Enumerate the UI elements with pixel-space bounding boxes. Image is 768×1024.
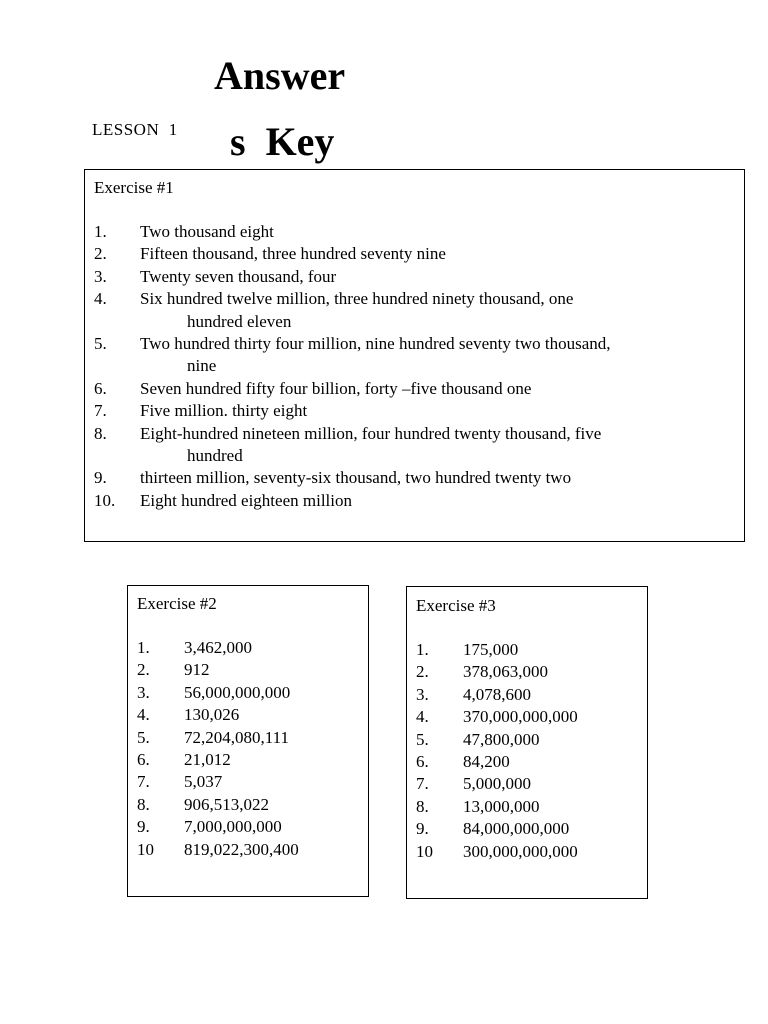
item-number: 1. (94, 222, 107, 241)
item-text (140, 333, 735, 378)
item-text-main: Eight-hundred nineteen million, four hundred twenty thousand, five (140, 423, 602, 443)
item-answer: 4,078,600 (463, 684, 531, 704)
item-text (140, 266, 735, 288)
exercise-1-item (94, 288, 735, 333)
item-number: 7. (137, 772, 150, 792)
item-answer: 5,000,000 (463, 774, 531, 794)
item-text-main: Two hundred thirty four million, nine hundred seventy two thousand, (140, 334, 611, 354)
exercise-2-item (137, 749, 359, 771)
item-text (140, 400, 735, 422)
item-number: 2. (416, 662, 429, 682)
exercise-3-item (416, 818, 638, 840)
item-answer: 912 (184, 660, 210, 680)
item-number: 4. (137, 705, 150, 725)
item-number: 9. (137, 817, 150, 837)
exercise-2-item (137, 839, 359, 861)
exercise-1-item (94, 243, 735, 265)
item-answer: 819,022,300,400 (184, 839, 299, 859)
exercise-3-box (406, 586, 648, 899)
item-answer: 84,000,000,000 (463, 819, 570, 839)
exercise-3-item (416, 661, 638, 683)
item-text (140, 221, 735, 243)
exercise-3-item (416, 796, 638, 818)
exercise-1-list (94, 221, 735, 512)
exercise-3-item (416, 751, 638, 773)
item-text-continuation: nine (187, 356, 217, 376)
item-text (140, 423, 735, 468)
exercise-3-item (416, 729, 638, 751)
item-answer: 175,000 (463, 640, 519, 659)
item-answer: 47,800,000 (463, 729, 540, 749)
page-title-line-1: Answer (214, 53, 346, 98)
page-title-line-2: s Key (230, 119, 335, 164)
item-number: 5. (94, 334, 107, 354)
item-number: 4. (416, 707, 429, 727)
item-text (140, 467, 735, 489)
item-text (140, 243, 735, 265)
item-answer: 370,000,000,000 (463, 707, 578, 727)
item-answer: 21,012 (184, 750, 231, 770)
item-answer: 5,037 (184, 772, 223, 792)
exercise-2-item (137, 682, 359, 704)
item-number: 8. (416, 796, 429, 816)
item-answer: 3,462,000 (184, 638, 252, 657)
item-number: 7. (94, 401, 107, 421)
item-text-main: Fifteen thousand, three hundred seventy nine (140, 244, 446, 264)
exercise-3-item (416, 639, 638, 661)
item-number: 3. (416, 684, 429, 704)
exercise-2-title: Exercise #2 (137, 594, 217, 613)
item-number: 4. (94, 289, 107, 309)
exercise-1-item (94, 333, 735, 378)
item-number: 3. (137, 682, 150, 702)
exercise-3-title: Exercise #3 (416, 596, 496, 615)
item-number: 10 (137, 839, 154, 859)
item-text-continuation: hundred eleven (187, 311, 292, 331)
item-number: 2. (137, 660, 150, 680)
item-answer: 84,200 (463, 752, 510, 772)
exercise-2-item (137, 794, 359, 816)
exercise-2-item (137, 771, 359, 793)
exercise-1-item (94, 400, 735, 422)
item-answer: 56,000,000,000 (184, 682, 291, 702)
item-number: 7. (416, 774, 429, 794)
exercise-1-item (94, 467, 735, 489)
item-answer: 906,513,022 (184, 794, 269, 814)
exercise-1-item (94, 378, 735, 400)
item-text-main: Five million. thirty eight (140, 401, 308, 421)
item-number: 6. (137, 750, 150, 770)
item-answer: 300,000,000,000 (463, 841, 578, 861)
exercise-1-item (94, 266, 735, 288)
item-answer: 13,000,000 (463, 796, 540, 816)
exercise-1-item (94, 221, 735, 243)
item-number: 10 (416, 841, 433, 861)
exercise-2-item (137, 659, 359, 681)
item-text-main: Seven hundred fifty four billion, forty –five thousand one (140, 378, 532, 398)
item-number: 5. (416, 729, 429, 749)
exercise-1-title: Exercise #1 (94, 178, 174, 197)
item-number: 9. (94, 468, 107, 488)
item-number: 1. (416, 640, 429, 659)
item-number: 3. (94, 266, 107, 286)
item-number: 8. (94, 423, 107, 443)
exercise-3-item (416, 841, 638, 863)
item-answer: 378,063,000 (463, 662, 548, 682)
item-number: 1. (137, 638, 150, 657)
exercise-2-box (127, 585, 369, 897)
exercise-2-item (137, 816, 359, 838)
exercise-1-item (94, 423, 735, 468)
item-text-main: thirteen million, seventy-six thousand, two hundred twenty two (140, 468, 572, 488)
exercise-2-list (137, 637, 359, 861)
item-number: 6. (416, 752, 429, 772)
exercise-3-item (416, 706, 638, 728)
page-title (214, 54, 384, 164)
item-text (140, 490, 735, 512)
exercise-2-item (137, 704, 359, 726)
exercise-2-item (137, 637, 359, 659)
exercise-3-item (416, 773, 638, 795)
item-text (140, 288, 735, 333)
exercise-3-list (416, 639, 638, 863)
item-number: 9. (416, 819, 429, 839)
item-number: 10. (94, 490, 116, 510)
item-number: 2. (94, 244, 107, 264)
item-number: 5. (137, 727, 150, 747)
exercise-2-item (137, 727, 359, 749)
item-answer: 130,026 (184, 705, 240, 725)
item-text-main: Two thousand eight (140, 222, 274, 241)
item-answer: 72,204,080,111 (184, 727, 289, 747)
lesson-label: LESSON 1 (92, 120, 178, 139)
exercise-1-item (94, 490, 735, 512)
exercise-1-box (84, 169, 745, 542)
item-answer: 7,000,000,000 (184, 817, 282, 837)
item-text-main: Six hundred twelve million, three hundred ninety thousand, one (140, 289, 574, 309)
item-number: 8. (137, 794, 150, 814)
item-text-main: Twenty seven thousand, four (140, 266, 337, 286)
item-text-main: Eight hundred eighteen million (140, 490, 352, 510)
item-text (140, 378, 735, 400)
exercise-3-item (416, 684, 638, 706)
item-text-continuation: hundred (187, 446, 243, 466)
item-number: 6. (94, 378, 107, 398)
